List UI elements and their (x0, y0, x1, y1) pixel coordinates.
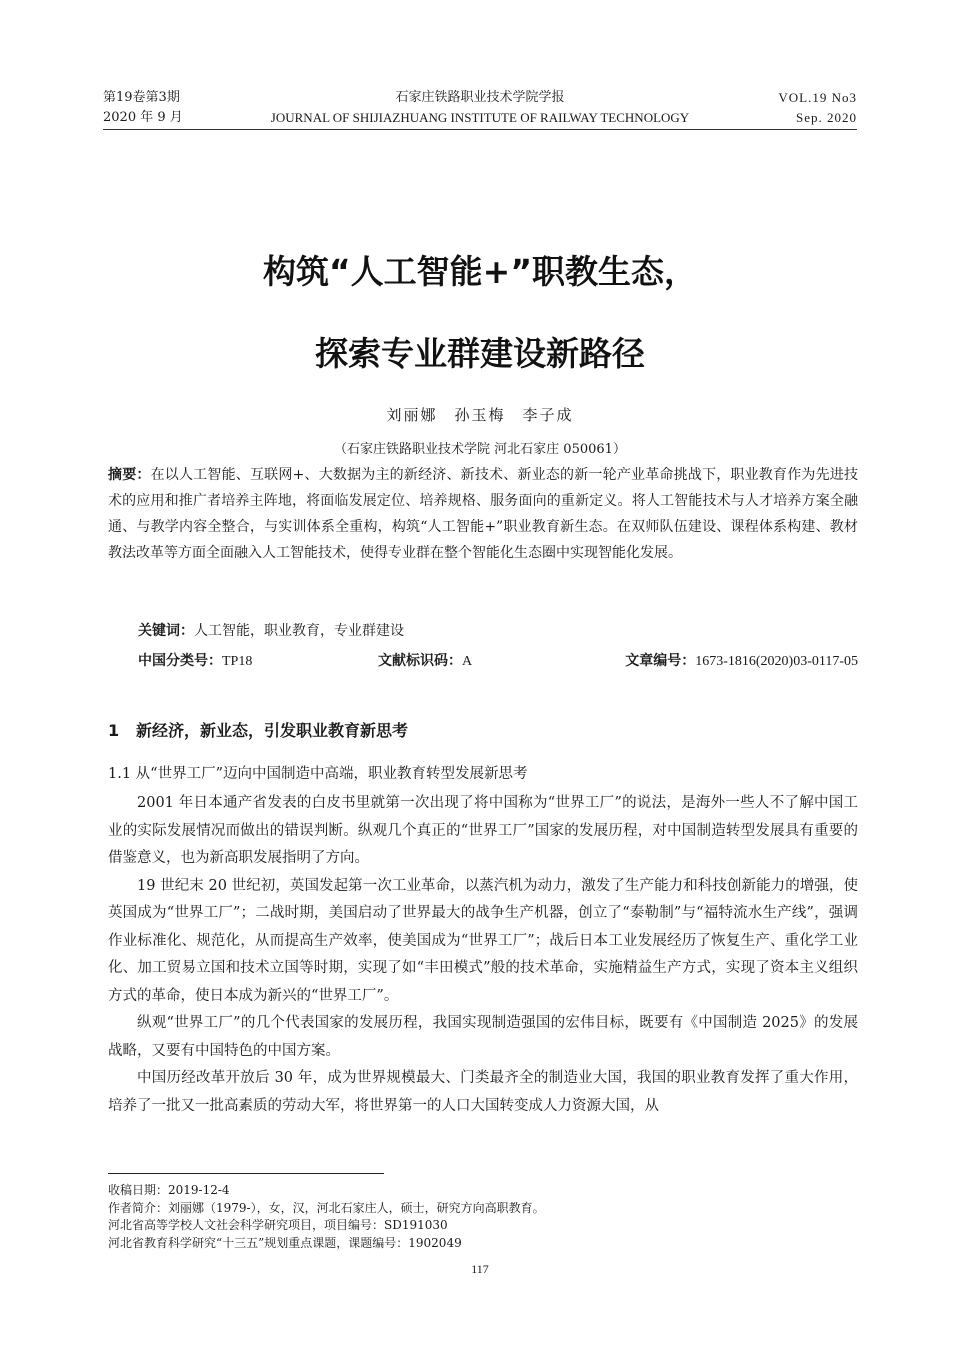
author-affiliation: （石家庄铁路职业技术学院 河北石家庄 050061） (334, 442, 626, 457)
header-journal-name (103, 88, 857, 128)
classification-line (138, 648, 858, 674)
clc-label: 中国分类号： (138, 653, 222, 669)
footnote-project-2: 河北省教育科学研究“十三五”规划重点课题，课题编号：1902049 (108, 1235, 462, 1250)
document-code (378, 648, 472, 675)
clc-value: TP18 (222, 654, 253, 669)
keywords-text: 人工智能，职业教育，专业群建设 (194, 623, 404, 639)
section-title: 新经济，新业态，引发职业教育新思考 (136, 721, 409, 740)
header-vol-number: VOL.19 No3 (778, 90, 857, 105)
abstract-text: 在以人工智能、互联网+、大数据为主的新经济、新技术、新业态的新一轮产业革命挑战下，职业教育作为先进技术的应用和推广者培养主阵地，将面临发展定位、培养规格、服务面向的重新定义。将人工智能技术与人才培养方案全融通、与教学内容全整合，与实训体系全重构，构筑“人工智能+”职业教育新生态。在双师队伍建设、课程体系构建、教材教法改革等方面全面融入人工智能技术，使得专业群在整个智能化生态圈中实现智能化发展。 (108, 467, 858, 561)
article-title-line1: 构筑“人工智能+”职教生态， (262, 252, 698, 291)
header-rule (103, 129, 857, 130)
header-month-en: Sep. 2020 (796, 110, 857, 125)
article-number (625, 648, 858, 675)
article-number-label: 文章编号： (625, 653, 696, 669)
document-code-label: 文献标识码： (378, 653, 462, 669)
body-text (108, 790, 858, 1120)
header-volume: 第19卷第3期 (103, 90, 180, 105)
abstract-label: 摘要： (108, 467, 151, 483)
header-journal-cn: 石家庄铁路职业技术学院学报 (395, 90, 565, 105)
header-date: 2020 年 9 月 (103, 110, 183, 125)
header-journal-en: JOURNAL OF SHIJIAZHUANG INSTITUTE OF RAILWAY TECHNOLOGY (270, 110, 690, 125)
clc-code (138, 648, 252, 675)
article-number-value: 1673-1816(2020)03-0117-05 (695, 654, 858, 669)
footnote-author-bio: 作者简介：刘丽娜（1979-），女，汉，河北石家庄人，硕士，研究方向高职教育。 (108, 1200, 545, 1215)
abstract (108, 462, 858, 566)
paragraph: 19 世纪末 20 世纪初，英国发起第一次工业革命，以蒸汽机为动力，激发了生产能力和科技创新能力的增强，使英国成为“世界工厂”；二战时期，美国启动了世界最大的战争生产机器，创立了“泰勒制”与“福特流水生产线”，强调作业标准化、规范化，从而提高生产效率，使美国成为“世界工厂”；战后日本工业发展经历了恢复生产、重化学工业化、加工贸易立国和技术立国等时期，实现了如“丰田模式”般的技术革命，实施精益生产方式，实现了资本主义组织方式的革命，使日本成为新兴的“世界工厂”。 (108, 877, 858, 1004)
footnote-received-date: 收稿日期：2019-12-4 (108, 1183, 230, 1197)
keywords (138, 618, 404, 644)
author-list: 刘丽娜 孙玉梅 李子成 (386, 406, 574, 424)
page-number: 117 (471, 1262, 489, 1276)
keywords-label: 关键词： (138, 623, 194, 639)
header-vol-en (778, 88, 857, 128)
paragraph: 2001 年日本通产省发表的白皮书里就第一次出现了将中国称为“世界工厂”的说法，是海外一些人不了解中国工业的实际发展情况而做出的错误判断。纵观几个真正的“世界工厂”国家的发展历程，对中国制造转型发展具有重要的借鉴意义，也为新高职发展指明了方向。 (108, 795, 858, 866)
section-number: 1 (108, 721, 120, 740)
subsection-heading: 1.1 从“世界工厂”迈向中国制造中高端，职业教育转型发展新思考 (108, 766, 528, 782)
paragraph: 中国历经改革开放后 30 年，成为世界规模最大、门类最齐全的制造业大国，我国的职业教育发挥了重大作用，培养了一批又一批高素质的劳动大军，将世界第一的人口大国转变成人力资源大国，从 (108, 1070, 858, 1114)
journal-header (103, 88, 857, 134)
section-heading (108, 718, 408, 741)
document-code-value: A (462, 654, 473, 669)
footnote-rule (108, 1173, 384, 1174)
footnotes (108, 1182, 545, 1252)
footnote-project-1: 河北省高等学校人文社会科学研究项目，项目编号：SD191030 (108, 1218, 448, 1232)
article-title-line2: 探索专业群建设新路径 (315, 334, 645, 373)
paragraph: 纵观“世界工厂”的几个代表国家的发展历程，我国实现制造强国的宏伟目标，既要有《中国制造 2025》的发展战略，又要有中国特色的中国方案。 (108, 1015, 858, 1059)
